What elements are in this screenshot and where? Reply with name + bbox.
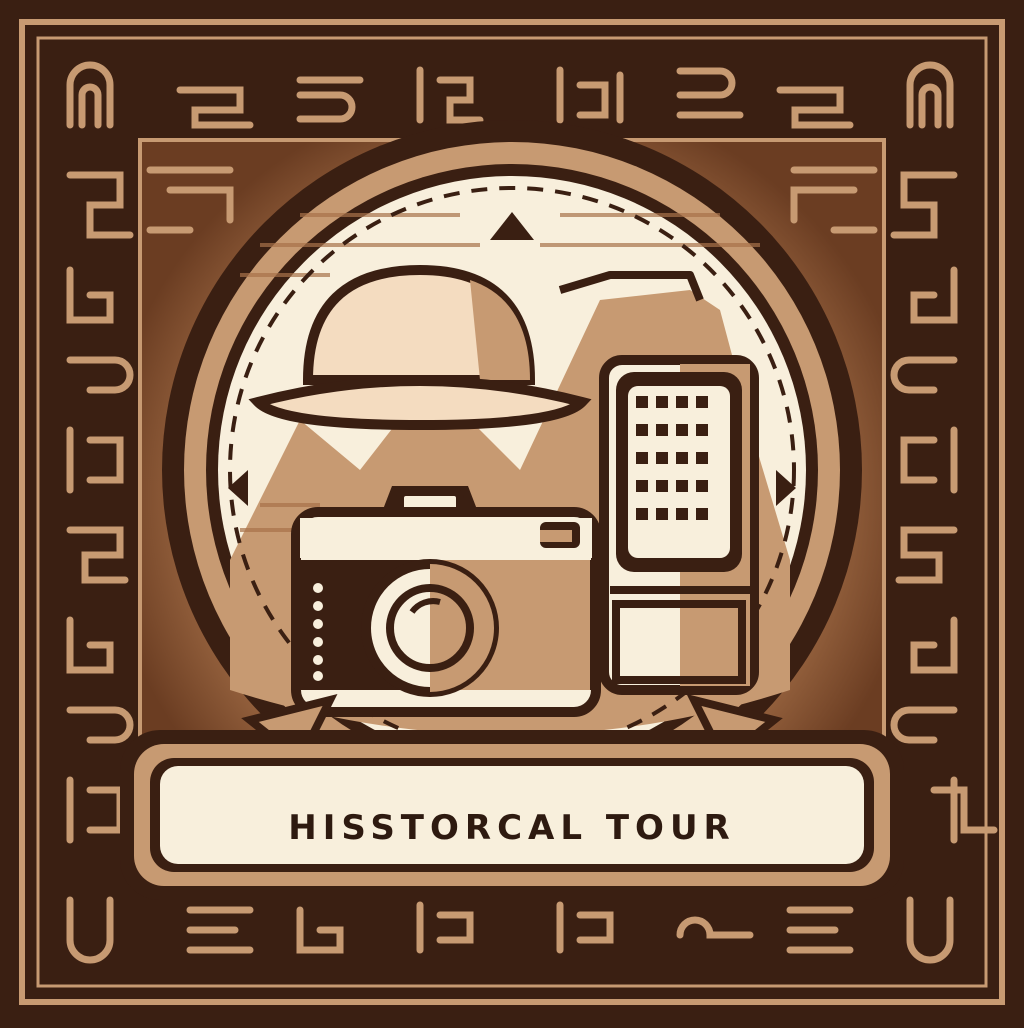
camera-icon: [296, 486, 596, 712]
portable-radio-icon: [604, 360, 754, 690]
badge-title: HISSTORCAL TOUR: [288, 808, 736, 848]
